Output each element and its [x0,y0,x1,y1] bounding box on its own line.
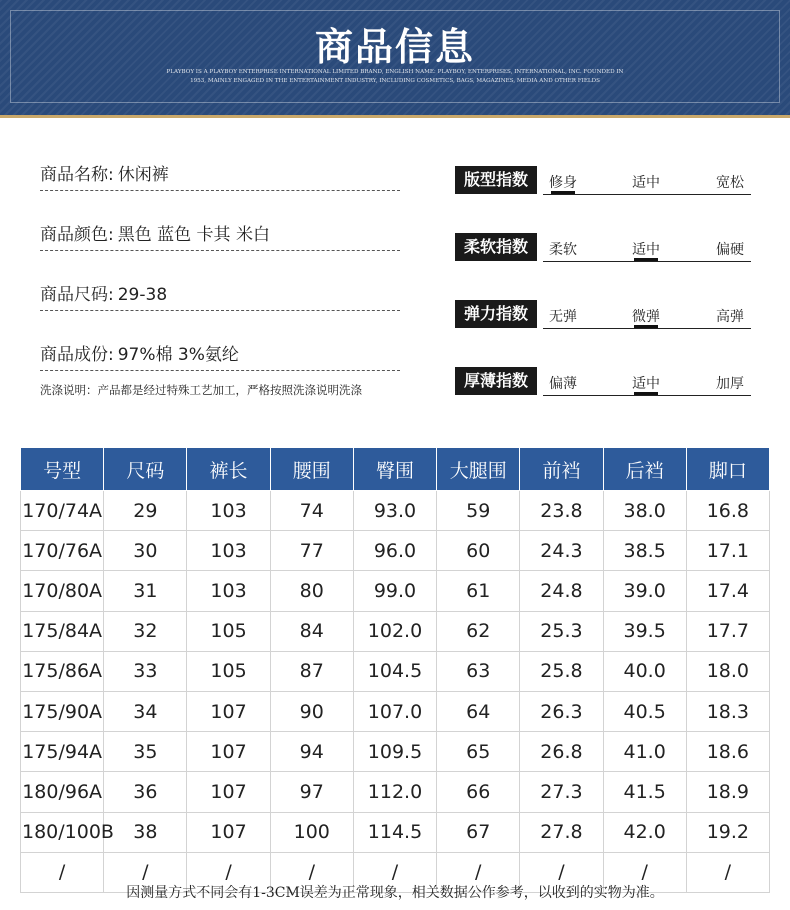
table-row [21,772,770,812]
index-option: 适中 [632,175,660,191]
table-cell: 17.4 [686,571,769,611]
index-option: 偏硬 [716,242,744,258]
table-cell: 107 [187,772,270,812]
index-scale-line [543,328,751,329]
table-cell: 107.0 [353,691,436,731]
table-row [21,611,770,651]
index-selected-marker [634,325,658,328]
table-row [21,531,770,571]
info-material-value: 97%棉 3%氨纶 [117,345,239,365]
info-color-value: 黑色 蓝色 卡其 米白 [117,225,270,245]
table-cell: 103 [187,531,270,571]
info-material-row [40,340,400,371]
table-cell: 17.7 [686,611,769,651]
table-cell: 38.0 [603,491,686,531]
table-cell: 67 [437,812,520,852]
column-header: 号型 [21,448,104,491]
index-scale [455,166,755,206]
column-header: 裤长 [187,448,270,491]
table-cell: 59 [437,491,520,531]
table-cell: 39.0 [603,571,686,611]
table-cell: 62 [437,611,520,651]
table-cell: 175/84A [21,611,104,651]
table-cell: 102.0 [353,611,436,651]
table-cell: 40.5 [603,691,686,731]
column-header: 臀围 [353,448,436,491]
table-row [21,691,770,731]
table-cell: 90 [270,691,353,731]
size-table-header [21,448,770,491]
table-cell: 32 [104,611,187,651]
table-cell: 31 [104,571,187,611]
info-size-row [40,280,400,311]
table-cell: 63 [437,651,520,691]
index-selected-marker [634,258,658,261]
index-scale-line [543,194,751,195]
table-cell: 170/76A [21,531,104,571]
column-header: 腰围 [270,448,353,491]
table-cell: 18.3 [686,691,769,731]
table-cell: 112.0 [353,772,436,812]
brand-description: PLAYBOY IS A PLAYBOY ENTERPRISE INTERNATIONAL LIMITED BRAND, ENGLISH NAME: PLAYBOY, ENTERPRISES, INTERNATIONAL, INC. FOUNDED IN 1953, MAINLY ENGAGED IN THE ENTERTAINMENT INDUSTRY, INCLUDING COSMETICS, BAGS, MAGAZINES, MEDIA AND OTHER FIELDS [166,69,624,84]
table-cell: 103 [187,491,270,531]
table-cell: 34 [104,691,187,731]
table-cell: 25.3 [520,611,603,651]
table-cell: 29 [104,491,187,531]
index-option: 适中 [632,376,660,392]
index-selected-marker [551,191,575,194]
table-cell: 24.8 [520,571,603,611]
info-name-label: 商品名称: [40,165,114,185]
column-header: 大腿围 [437,448,520,491]
table-cell: 26.8 [520,732,603,772]
header-banner [0,0,790,118]
table-cell: 30 [104,531,187,571]
table-cell: 114.5 [353,812,436,852]
table-cell: 18.9 [686,772,769,812]
page-title: 商品信息 [314,25,475,69]
index-option: 偏薄 [549,376,577,392]
column-header: 脚口 [686,448,769,491]
table-cell: / [520,852,603,892]
table-cell: 175/94A [21,732,104,772]
table-cell: 25.8 [520,651,603,691]
table-cell: 42.0 [603,812,686,852]
info-color-row [40,220,400,251]
table-cell: 77 [270,531,353,571]
table-cell: 39.5 [603,611,686,651]
measurement-footnote: 因测量方式不同会有1-3CM误差为正常现象，相关数据公作参考，以收到的实物为准。 [126,885,664,901]
table-cell: 100 [270,812,353,852]
table-cell: 175/90A [21,691,104,731]
index-label: 弹力指数 [455,300,537,328]
table-cell: / [21,852,104,892]
table-cell: 18.0 [686,651,769,691]
table-cell: 23.8 [520,491,603,531]
table-cell: 180/96A [21,772,104,812]
table-cell: / [187,852,270,892]
table-cell: 107 [187,732,270,772]
table-cell: 41.0 [603,732,686,772]
table-cell: 35 [104,732,187,772]
index-option: 高弹 [716,309,744,325]
info-name-value: 休闲裤 [117,165,169,185]
table-cell: 170/74A [21,491,104,531]
table-cell: 105 [187,611,270,651]
table-cell: 19.2 [686,812,769,852]
table-cell: 60 [437,531,520,571]
size-table [20,447,770,893]
info-color-label: 商品颜色: [40,225,114,245]
table-cell: 36 [104,772,187,812]
table-cell: / [437,852,520,892]
table-cell: 107 [187,812,270,852]
column-header: 前裆 [520,448,603,491]
table-cell: 170/80A [21,571,104,611]
column-header: 后裆 [603,448,686,491]
table-cell: 105 [187,651,270,691]
table-cell: 65 [437,732,520,772]
table-cell: 180/100B [21,812,104,852]
table-cell: 17.1 [686,531,769,571]
table-cell: / [353,852,436,892]
info-size-value: 29-38 [117,285,168,305]
index-scale [455,300,755,340]
table-row [21,732,770,772]
index-label: 柔软指数 [455,233,537,261]
index-scale [455,367,755,407]
table-cell: 103 [187,571,270,611]
table-cell: 74 [270,491,353,531]
table-cell: 66 [437,772,520,812]
wash-note: 洗涤说明：产品都是经过特殊工艺加工，严格按照洗涤说明洗涤 [40,383,362,397]
table-cell: 41.5 [603,772,686,812]
index-option: 加厚 [716,376,744,392]
index-selected-marker [634,392,658,395]
table-cell: / [686,852,769,892]
table-cell: 93.0 [353,491,436,531]
table-cell: 87 [270,651,353,691]
table-cell: 80 [270,571,353,611]
table-cell: 18.6 [686,732,769,772]
table-cell: 27.8 [520,812,603,852]
index-label: 厚薄指数 [455,367,537,395]
table-cell: 33 [104,651,187,691]
table-cell: 64 [437,691,520,731]
table-row [21,651,770,691]
index-option: 宽松 [716,175,744,191]
index-option: 柔软 [549,242,577,258]
info-name-row [40,160,400,191]
table-cell: / [270,852,353,892]
index-scale-line [543,395,751,396]
table-cell: 26.3 [520,691,603,731]
table-row [21,491,770,531]
index-option: 适中 [632,242,660,258]
table-cell: 16.8 [686,491,769,531]
table-row [21,571,770,611]
table-cell: 99.0 [353,571,436,611]
table-cell: 84 [270,611,353,651]
table-cell: / [104,852,187,892]
table-cell: 24.3 [520,531,603,571]
table-cell: 61 [437,571,520,611]
info-material-label: 商品成份: [40,345,114,365]
table-cell: 38.5 [603,531,686,571]
table-cell: 38 [104,812,187,852]
table-cell: 175/86A [21,651,104,691]
table-cell: 97 [270,772,353,812]
table-cell: 27.3 [520,772,603,812]
table-cell: 40.0 [603,651,686,691]
table-cell: 107 [187,691,270,731]
table-cell: 94 [270,732,353,772]
table-cell: / [603,852,686,892]
index-scale [455,233,755,273]
table-cell: 104.5 [353,651,436,691]
index-scale-line [543,261,751,262]
index-option: 修身 [549,175,577,191]
index-label: 版型指数 [455,166,537,194]
info-size-label: 商品尺码: [40,285,114,305]
index-option: 无弹 [549,309,577,325]
column-header: 尺码 [104,448,187,491]
table-row [21,812,770,852]
table-cell: 96.0 [353,531,436,571]
table-cell: 109.5 [353,732,436,772]
index-option: 微弹 [632,309,660,325]
